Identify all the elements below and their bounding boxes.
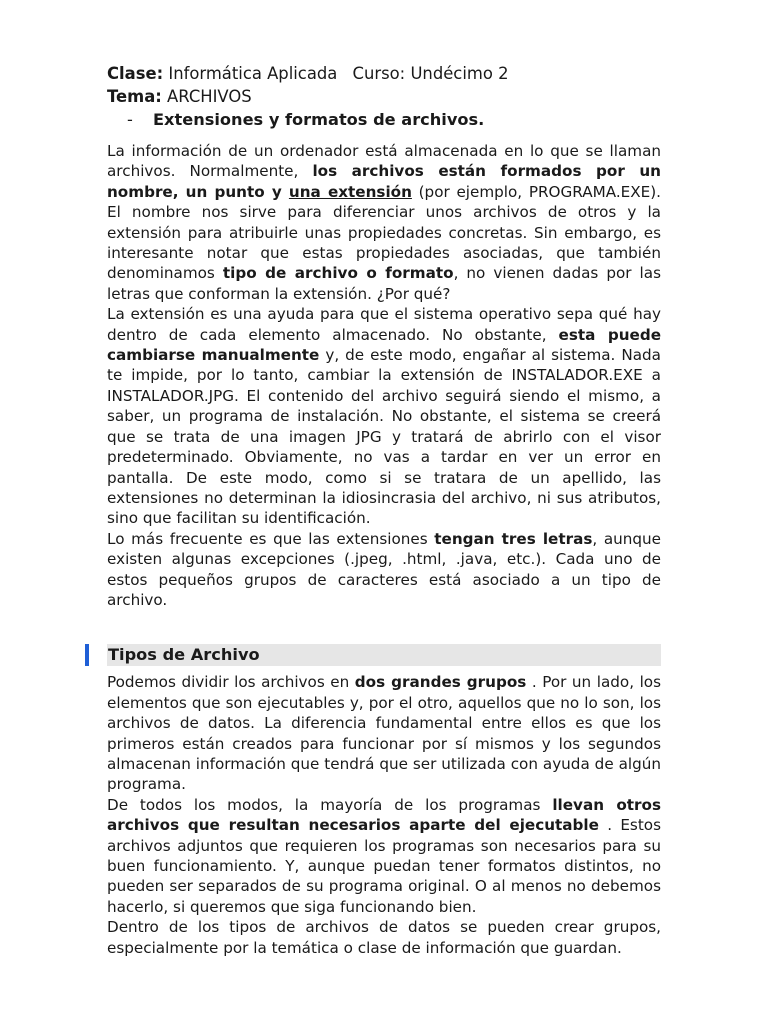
- clase-value: Informática Aplicada: [168, 64, 338, 83]
- section-title: Tipos de Archivo: [108, 645, 260, 665]
- topic-line: [107, 85, 661, 108]
- text-run: , no vienen dadas por las letras que conforman la extensión. ¿Por qué?: [107, 264, 661, 303]
- bold-run: llevan otros archivos que resultan necesarios aparte del ejecutable: [107, 795, 661, 835]
- bold-run: dos grandes grupos: [354, 673, 527, 692]
- text-run: De todos los modos, la mayoría de los programas: [107, 795, 553, 814]
- curso-value: Undécimo 2: [410, 64, 509, 83]
- text-run: Podemos dividir los archivos en: [107, 673, 355, 692]
- bold-run: tipo de archivo o formato: [222, 264, 454, 283]
- intro-block: [107, 141, 661, 610]
- section-paragraph-3: [107, 917, 661, 958]
- text-run: . Por un lado, los elementos que son ejecutables y, por el otro, aquellos que no lo son, los archivos de datos. La diferencia fundamental entre ellos es que los primeros están creados para funcionar por sí mismos y los segundos almacenan información que tendrá que ser utilizada con ayuda de algún programa.: [107, 673, 661, 794]
- text-run: Lo más frecuente es que las extensiones: [107, 529, 435, 548]
- intro-paragraph-2: [107, 304, 661, 528]
- section-accent-bar: [85, 644, 89, 666]
- subtitle-item: [127, 108, 661, 131]
- intro-paragraph-3: [107, 529, 661, 611]
- section-heading: [107, 644, 661, 666]
- section-paragraph-1: [107, 672, 661, 794]
- text-run: . Estos archivos adjuntos que requieren los programas son necesarios para su buen funcionamiento. Y, aunque puedan tener formatos distintos, no pueden ser separados de su programa original. O al menos no debemos hacerlo, si queremos que siga funcionando bien.: [107, 816, 661, 916]
- tema-label: Tema:: [107, 87, 162, 106]
- text-run: (por ejemplo, PROGRAMA.EXE). El nombre nos sirve para diferenciar unos archivos de otros y la extensión para atribuirle unas propiedades concretas. Sin embargo, es interesante notar que estas propiedades asociadas, que también denominamos: [107, 182, 661, 283]
- tema-value: ARCHIVOS: [167, 87, 252, 106]
- clase-label: Clase:: [107, 64, 164, 83]
- list-dash: -: [127, 110, 133, 129]
- bold-run: esta puede cambiarse manualmente: [107, 325, 661, 365]
- curso-label: Curso:: [352, 64, 406, 83]
- text-run: La extensión es una ayuda para que el sistema operativo sepa qué hay dentro de cada elemento almacenado. No obstante,: [107, 305, 661, 344]
- text-run: y, de este modo, engañar al sistema. Nada te impide, por lo tanto, cambiar la extensión de INSTALADOR.EXE a INSTALADOR.JPG. El contenido del archivo seguirá siendo el mismo, a saber, un programa de instalación. No obstante, el sistema se creerá que se trata de una imagen JPG y tratará de abrirlo con el visor predeterminado. Obviamente, no vas a tardar en ver un error en pantalla. De este modo, como si se tratara de un apellido, las extensiones no determinan la idiosincrasia del archivo, ni sus atributos, sino que facilitan su identificación.: [107, 346, 661, 528]
- class-course-line: [107, 62, 661, 85]
- text-run: La información de un ordenador está almacenada en lo que se llaman archivos. Normalmente,: [107, 142, 661, 181]
- intro-paragraph-1: [107, 141, 661, 304]
- bold-run: los archivos están formados por un nombre, un punto y: [107, 162, 661, 201]
- document-page: [107, 62, 661, 958]
- subtitle: Extensiones y formatos de archivos.: [153, 110, 485, 129]
- text-run: Dentro de los tipos de archivos de datos se pueden crear grupos, especialmente por la temática o clase de información que guardan.: [107, 918, 661, 957]
- bold-run: tengan tres letras: [434, 529, 593, 548]
- text-run: , aunque existen algunas excepciones (.jpeg, .html, .java, etc.). Cada uno de estos pequeños grupos de caracteres está asociado a un tipo de archivo.: [107, 529, 662, 609]
- bold-underlined-run: una extensión: [288, 182, 412, 201]
- section-body: [107, 672, 661, 958]
- section-paragraph-2: [107, 795, 661, 917]
